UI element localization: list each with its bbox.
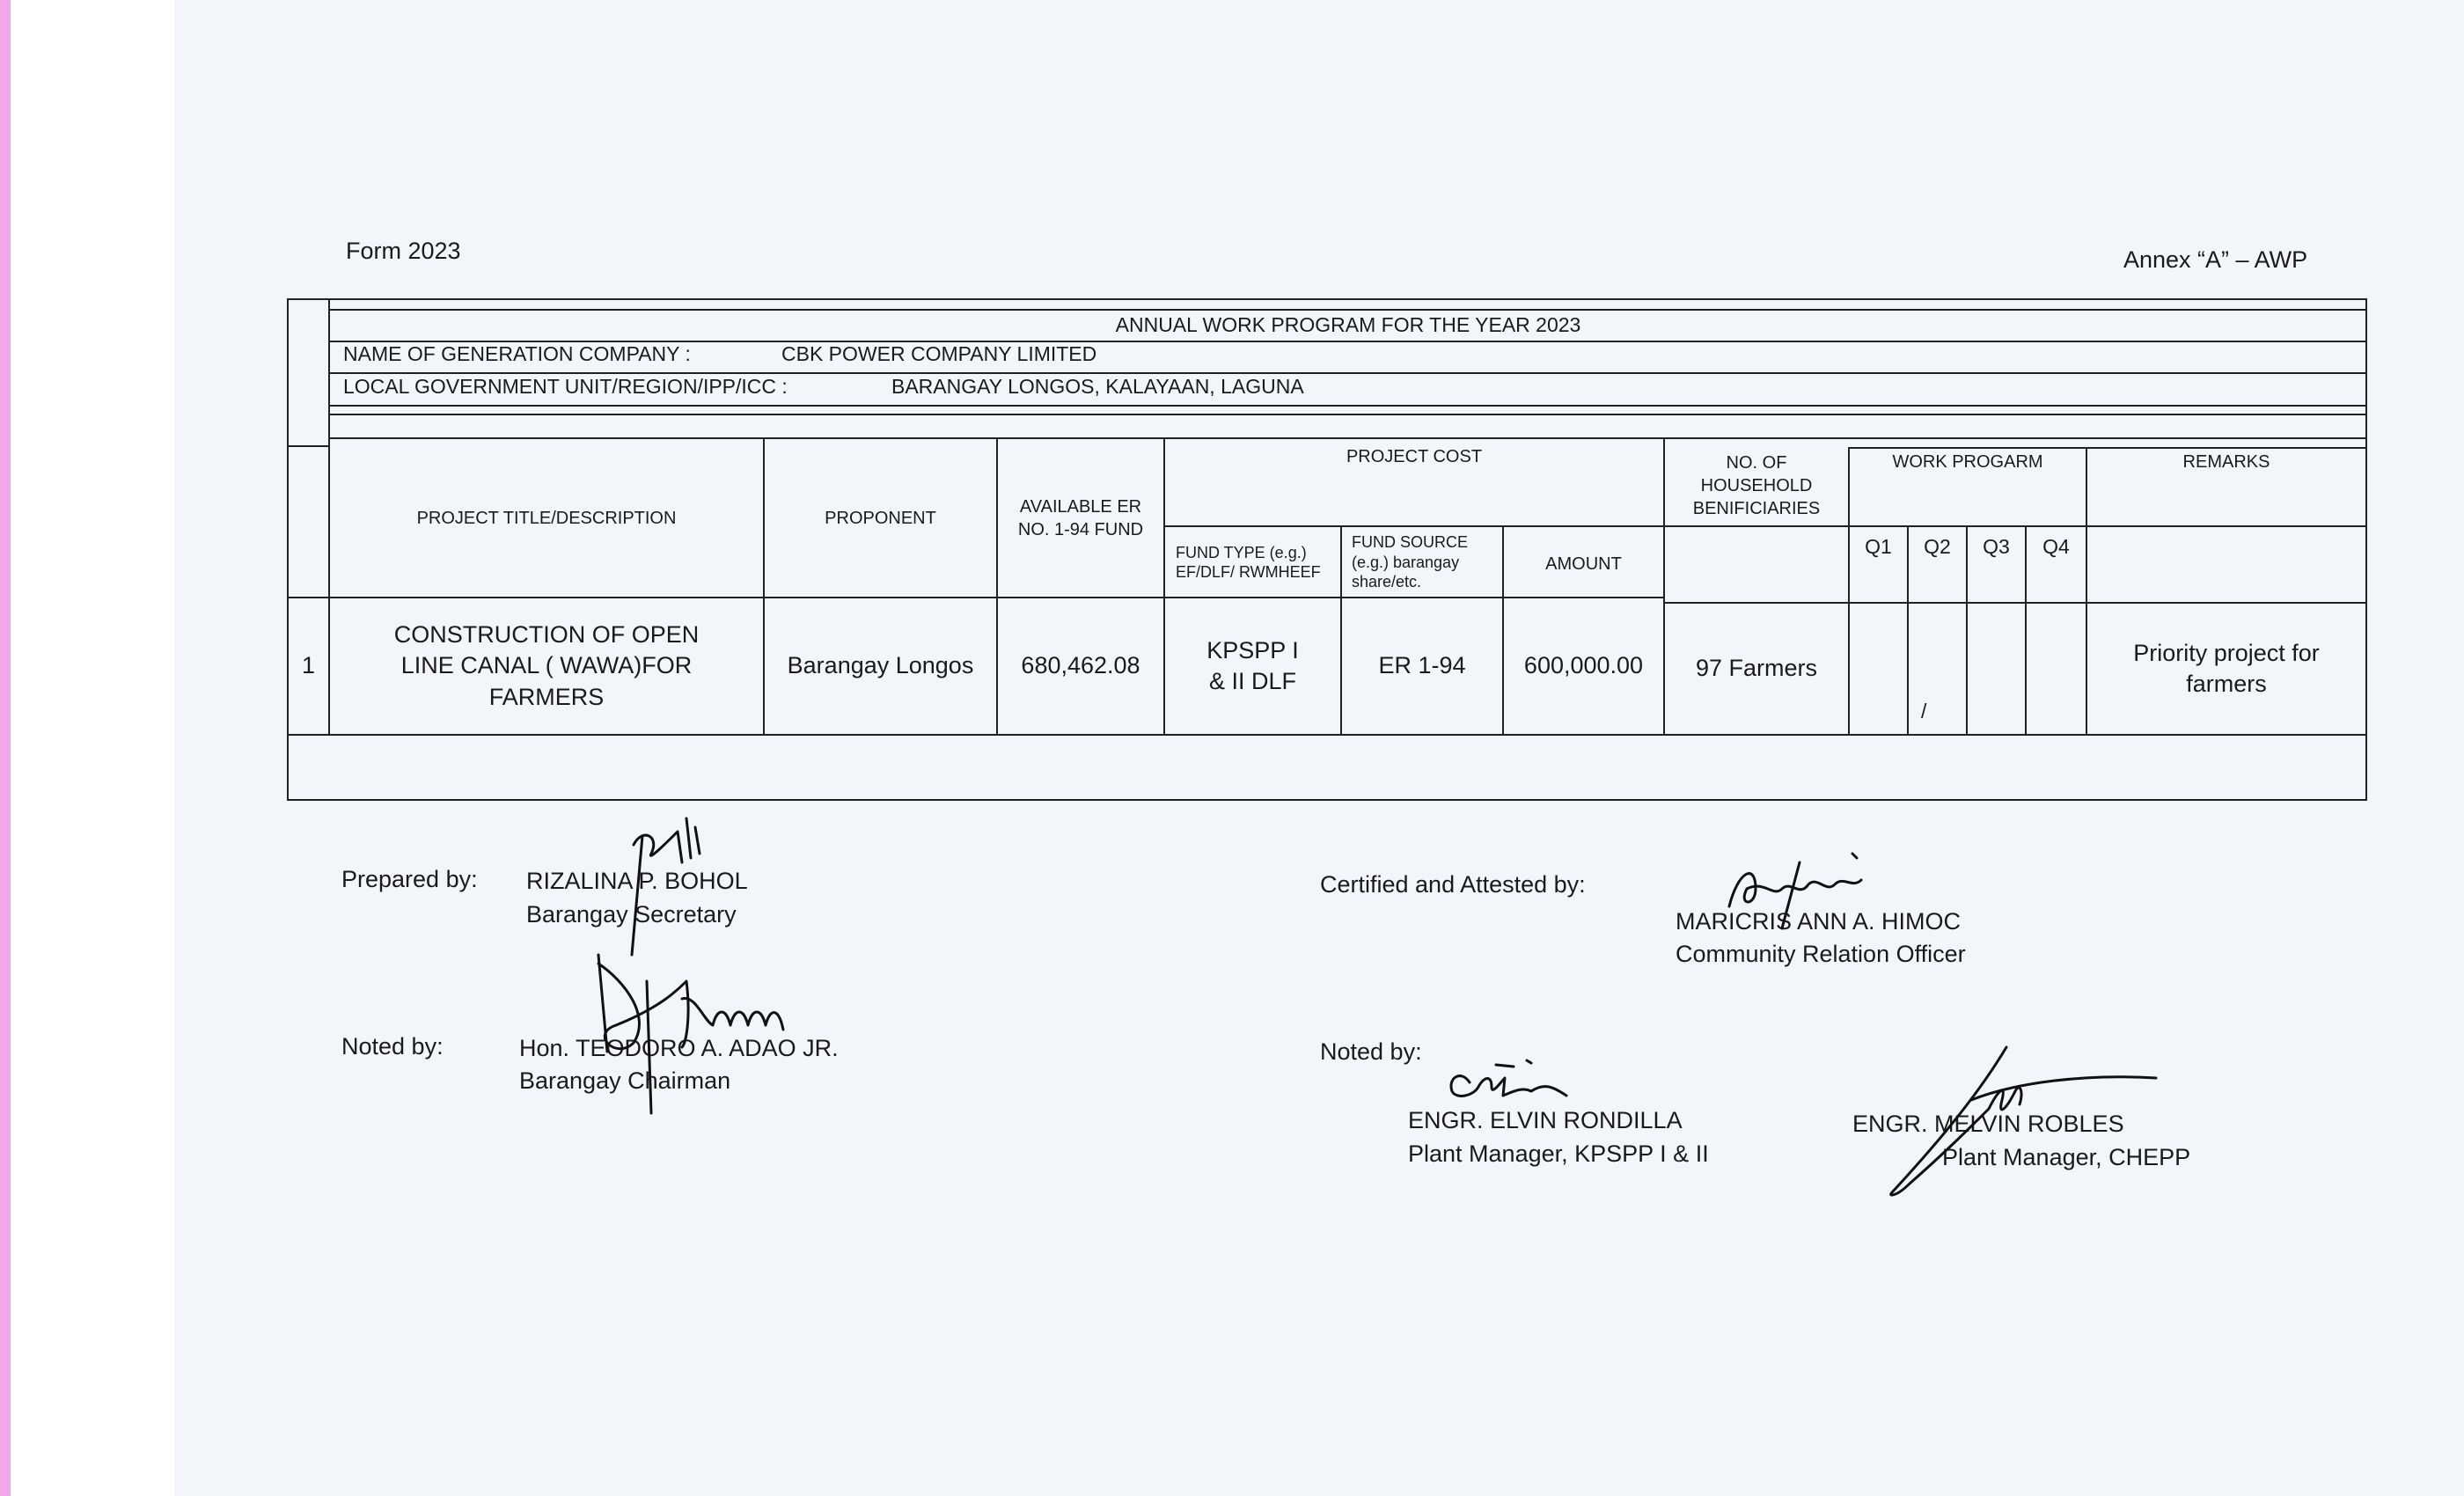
- company-label: NAME OF GENERATION COMPANY :: [343, 342, 691, 365]
- signature-himoc: [1720, 845, 1879, 933]
- lgu-label: LOCAL GOVERNMENT UNIT/REGION/IPP/ICC :: [343, 375, 788, 398]
- certified-label: Certified and Attested by:: [1320, 871, 1586, 898]
- row-number: 1: [301, 652, 316, 679]
- row-project-title: CONSTRUCTION OF OPEN LINE CANAL ( WAWA)FOR FARMERS: [393, 621, 700, 710]
- prepared-label: Prepared by:: [341, 866, 478, 892]
- prepared-name: RIZALINA P. BOHOL: [526, 868, 748, 894]
- header-amount: AMOUNT: [1545, 554, 1622, 574]
- signature-rondilla: [1443, 1056, 1575, 1109]
- header-q4: Q4: [2042, 535, 2070, 559]
- header-remarks: REMARKS: [2182, 452, 2270, 472]
- header-work-program: WORK PROGARM: [1892, 452, 2043, 472]
- row-fund-type: KPSPP I & II DLF: [1206, 636, 1299, 694]
- noted-label-2: Noted by:: [1320, 1038, 1422, 1065]
- lgu-value: BARANGAY LONGOS, KALAYAAN, LAGUNA: [891, 375, 1304, 398]
- row-available-er: 680,462.08: [1021, 652, 1140, 679]
- prepared-title: Barangay Secretary: [526, 901, 737, 928]
- certified-name: MARICRIS ANN A. HIMOC: [1676, 908, 1962, 935]
- company-value: CBK POWER COMPANY LIMITED: [781, 342, 1097, 365]
- header-project-title: PROJECT TITLE/DESCRIPTION: [416, 509, 677, 528]
- header-q3: Q3: [1983, 535, 2010, 559]
- row-beneficiaries: 97 Farmers: [1695, 655, 1818, 682]
- scan-margin: [11, 0, 174, 1496]
- header-proponent: PROPONENT: [825, 509, 936, 528]
- signature-adao: [581, 946, 810, 1118]
- signature-bohol: [607, 810, 722, 959]
- header-available-er: AVAILABLE ER NO. 1-94 FUND: [1017, 497, 1144, 539]
- row-q2-mark: /: [1921, 700, 1927, 722]
- annex-label: Annex “A” – AWP: [2123, 246, 2308, 273]
- header-fund-type: FUND TYPE (e.g.) EF/DLF/ RWMHEEF: [1176, 543, 1321, 581]
- signature-robles: [1874, 1038, 2165, 1201]
- header-q2: Q2: [1924, 535, 1951, 559]
- header-q1: Q1: [1865, 535, 1892, 559]
- header-beneficiaries: NO. OF HOUSEHOLD BENIFICIARIES: [1692, 453, 1821, 518]
- noted-label-1: Noted by:: [341, 1033, 444, 1060]
- noted-name-2: ENGR. ELVIN RONDILLA: [1408, 1107, 1683, 1133]
- row-remarks: Priority project for farmers: [2133, 639, 2320, 697]
- header-fund-source: FUND SOURCE (e.g.) barangay share/etc.: [1352, 533, 1469, 591]
- noted-title-3: Plant Manager, CHEPP: [1942, 1144, 2191, 1170]
- row-fund-source: ER 1-94: [1378, 652, 1466, 679]
- noted-name-3: ENGR. MELVIN ROBLES: [1852, 1111, 2124, 1137]
- header-project-cost: PROJECT COST: [1346, 447, 1483, 466]
- certified-title: Community Relation Officer: [1676, 941, 1966, 967]
- table-title: ANNUAL WORK PROGRAM FOR THE YEAR 2023: [1115, 313, 1581, 337]
- row-proponent: Barangay Longos: [787, 652, 974, 679]
- row-amount: 600,000.00: [1523, 652, 1644, 679]
- noted-name-1: Hon. TEODORO A. ADAO JR.: [519, 1035, 839, 1061]
- noted-title-1: Barangay Chairman: [519, 1067, 731, 1094]
- scan-edge-strip: [0, 0, 11, 1496]
- form-label: Form 2023: [346, 238, 461, 264]
- noted-title-2: Plant Manager, KPSPP I & II: [1408, 1140, 1709, 1167]
